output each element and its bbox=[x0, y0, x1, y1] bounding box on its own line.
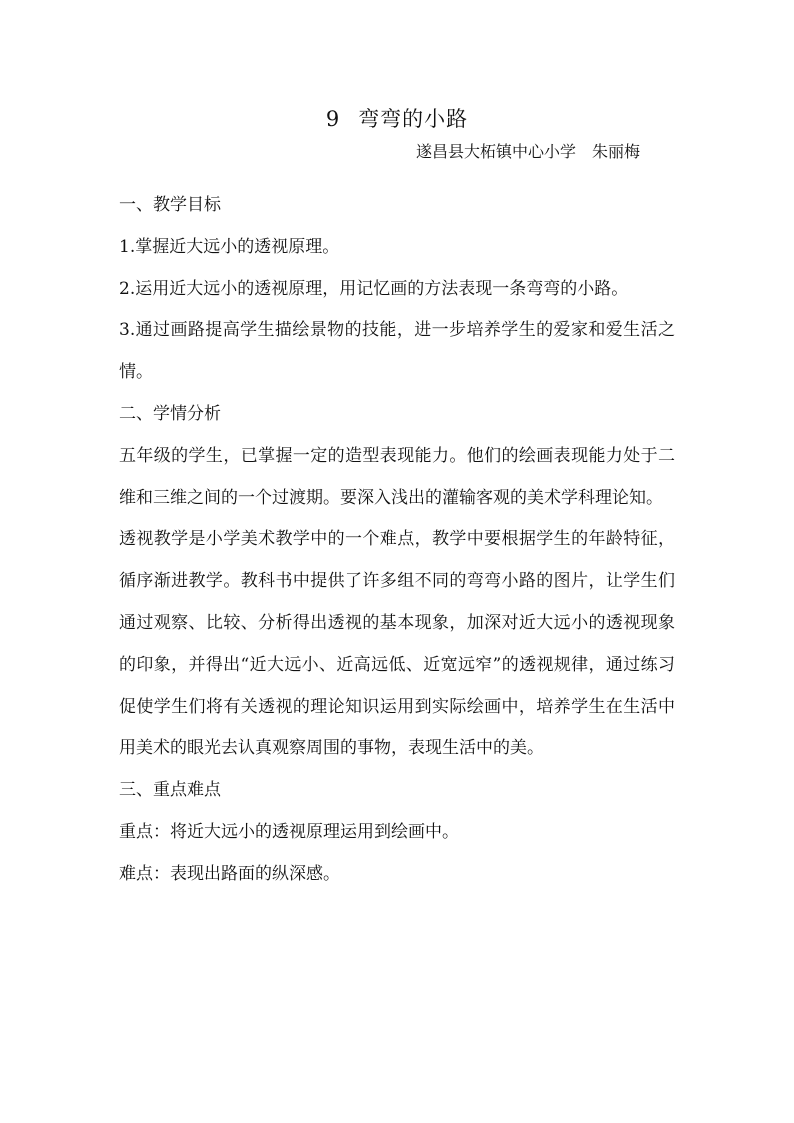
goal-item-3: 3.通过画路提高学生描绘景物的技能，进一步培养学生的爱家和爱生活之情。 bbox=[119, 320, 675, 383]
goal-item-2: 2.运用近大远小的透视原理，用记忆画的方法表现一条弯弯的小路。 bbox=[119, 278, 629, 299]
section-heading-goals: 一、教学目标 bbox=[119, 195, 221, 215]
author-school: 遂昌县大柘镇中心小学 bbox=[415, 142, 576, 161]
goal-item-1: 1.掌握近大远小的透视原理。 bbox=[119, 236, 340, 257]
author-name: 朱丽梅 bbox=[591, 142, 640, 161]
title-number: 9 bbox=[325, 107, 341, 131]
document-title bbox=[0, 103, 794, 133]
author-line bbox=[416, 139, 640, 162]
analysis-paragraph-1: 五年级的学生，已掌握一定的造型表现能力。他们的绘画表现能力处于二维和三维之间的一个过渡期。要深入浅出的灌输客观的美术学科理论知。 bbox=[119, 445, 675, 508]
difficult-point: 难点：表现出路面的纵深感。 bbox=[119, 863, 340, 884]
document-body bbox=[119, 185, 675, 896]
analysis-paragraph-2: 透视教学是小学美术教学中的一个难点，教学中要根据学生的年龄特征，循序渐进教学。教科书中提供了许多组不同的弯弯小路的图片，让学生们通过观察、比较、分析得出透视的基本现象，加深对近大远小的透视现象的印象，并得出“近大远小、近高远低、近宽远窄”的透视规律，通过练习促使学生们将有关透视的理论知识运用到实际绘画中，培养学生在生活中用美术的眼光去认真观察周围的事物，表现生活中的美。 bbox=[119, 529, 675, 759]
section-heading-key-points: 三、重点难点 bbox=[119, 780, 221, 801]
section-heading-analysis: 二、学情分析 bbox=[119, 403, 221, 424]
title-text: 弯弯的小路 bbox=[358, 107, 469, 131]
key-point: 重点：将近大远小的透视原理运用到绘画中。 bbox=[119, 821, 459, 842]
